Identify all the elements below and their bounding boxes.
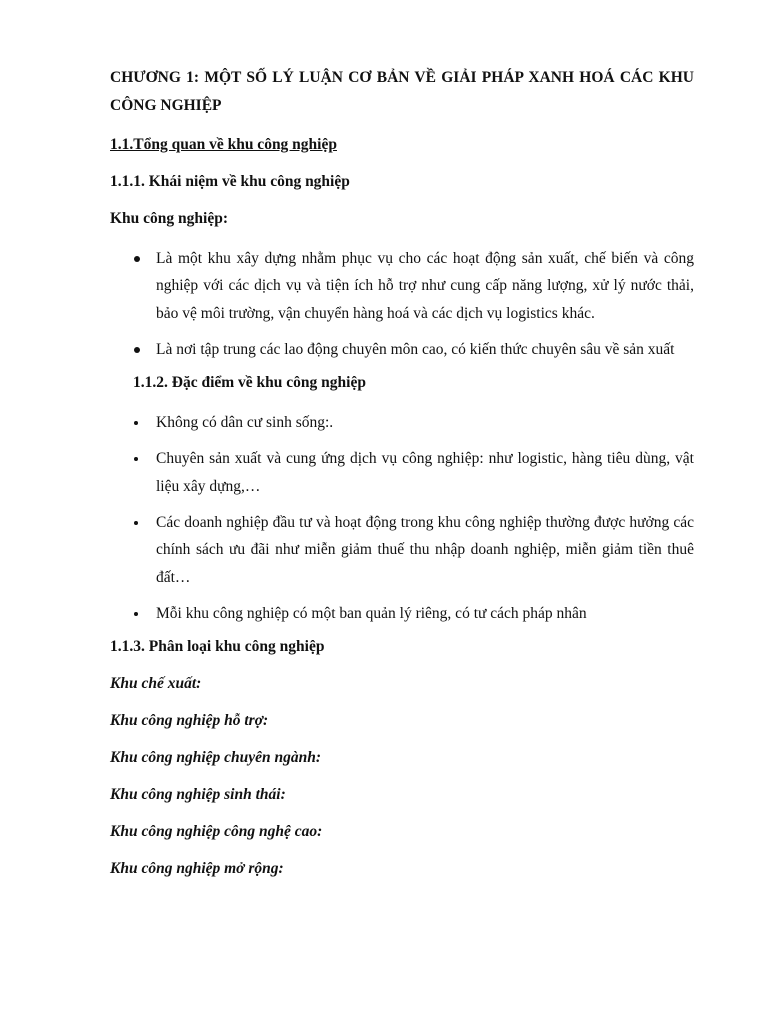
- list-item-text: Các doanh nghiệp đầu tư và hoạt động trong khu công nghiệp thường được hưởng các chính sách ưu đãi như miễn giảm thuế thu nhập doanh nghiệp, miễn giảm tiền thuê đất…: [156, 514, 694, 586]
- list-item-text: Không có dân cư sinh sống:.: [156, 414, 334, 432]
- bullet-icon: [134, 256, 140, 262]
- type-item: Khu công nghiệp chuyên ngành:: [110, 749, 322, 767]
- list-item-text: Là nơi tập trung các lao động chuyên môn cao, có kiến thức chuyên sâu về sản xuất: [156, 340, 675, 358]
- sub-heading-1-1-1: 1.1.1. Khái niệm về khu công nghiệp: [110, 173, 350, 190]
- list-item: [110, 409, 694, 436]
- list-item-text: Chuyên sản xuất và cung ứng dịch vụ công nghiệp: như logistic, hàng tiêu dùng, vật liệu xây dựng,…: [156, 450, 694, 495]
- type-item: Khu công nghiệp sinh thái:: [110, 786, 286, 804]
- bullet-icon: [134, 457, 138, 461]
- section-heading-1-1: 1.1.Tổng quan về khu công nghiệp: [110, 136, 337, 153]
- document-page: [110, 64, 694, 895]
- list-item: [110, 600, 694, 627]
- list-item-text: Mỗi khu công nghiệp có một ban quản lý riêng, có tư cách pháp nhân: [156, 604, 587, 622]
- chapter-title: CHƯƠNG 1: MỘT SỐ LÝ LUẬN CƠ BẢN VỀ GIẢI PHÁP XANH HOÁ CÁC KHU CÔNG NGHIỆP: [110, 69, 694, 114]
- type-item: Khu công nghiệp công nghệ cao:: [110, 823, 323, 841]
- feature-list: [110, 409, 694, 627]
- type-item: Khu công nghiệp mở rộng:: [110, 860, 284, 878]
- bullet-icon: [134, 612, 138, 616]
- sub-heading-1-1-3: 1.1.3. Phân loại khu công nghiệp: [110, 638, 325, 656]
- list-item: [110, 245, 694, 327]
- definition-list: [110, 245, 694, 363]
- list-item: [110, 445, 694, 500]
- list-item-text: Là một khu xây dựng nhằm phục vụ cho các hoạt động sản xuất, chế biến và công nghiệp với các dịch vụ và tiện ích hỗ trợ như cung cấp năng lượng, xử lý nước thải, bảo vệ môi trường, vận chuyển hàng hoá và các dịch vụ logistics khác.: [156, 250, 694, 322]
- sub-heading-1-1-2: 1.1.2. Đặc điểm về khu công nghiệp: [133, 374, 366, 392]
- definition-label: Khu công nghiệp:: [110, 210, 229, 227]
- bullet-icon: [134, 421, 138, 425]
- list-item: [110, 336, 694, 363]
- type-item: Khu chế xuất:: [110, 675, 202, 693]
- bullet-icon: [134, 347, 140, 353]
- bullet-icon: [134, 521, 138, 525]
- list-item: [110, 509, 694, 591]
- type-item: Khu công nghiệp hỗ trợ:: [110, 712, 269, 730]
